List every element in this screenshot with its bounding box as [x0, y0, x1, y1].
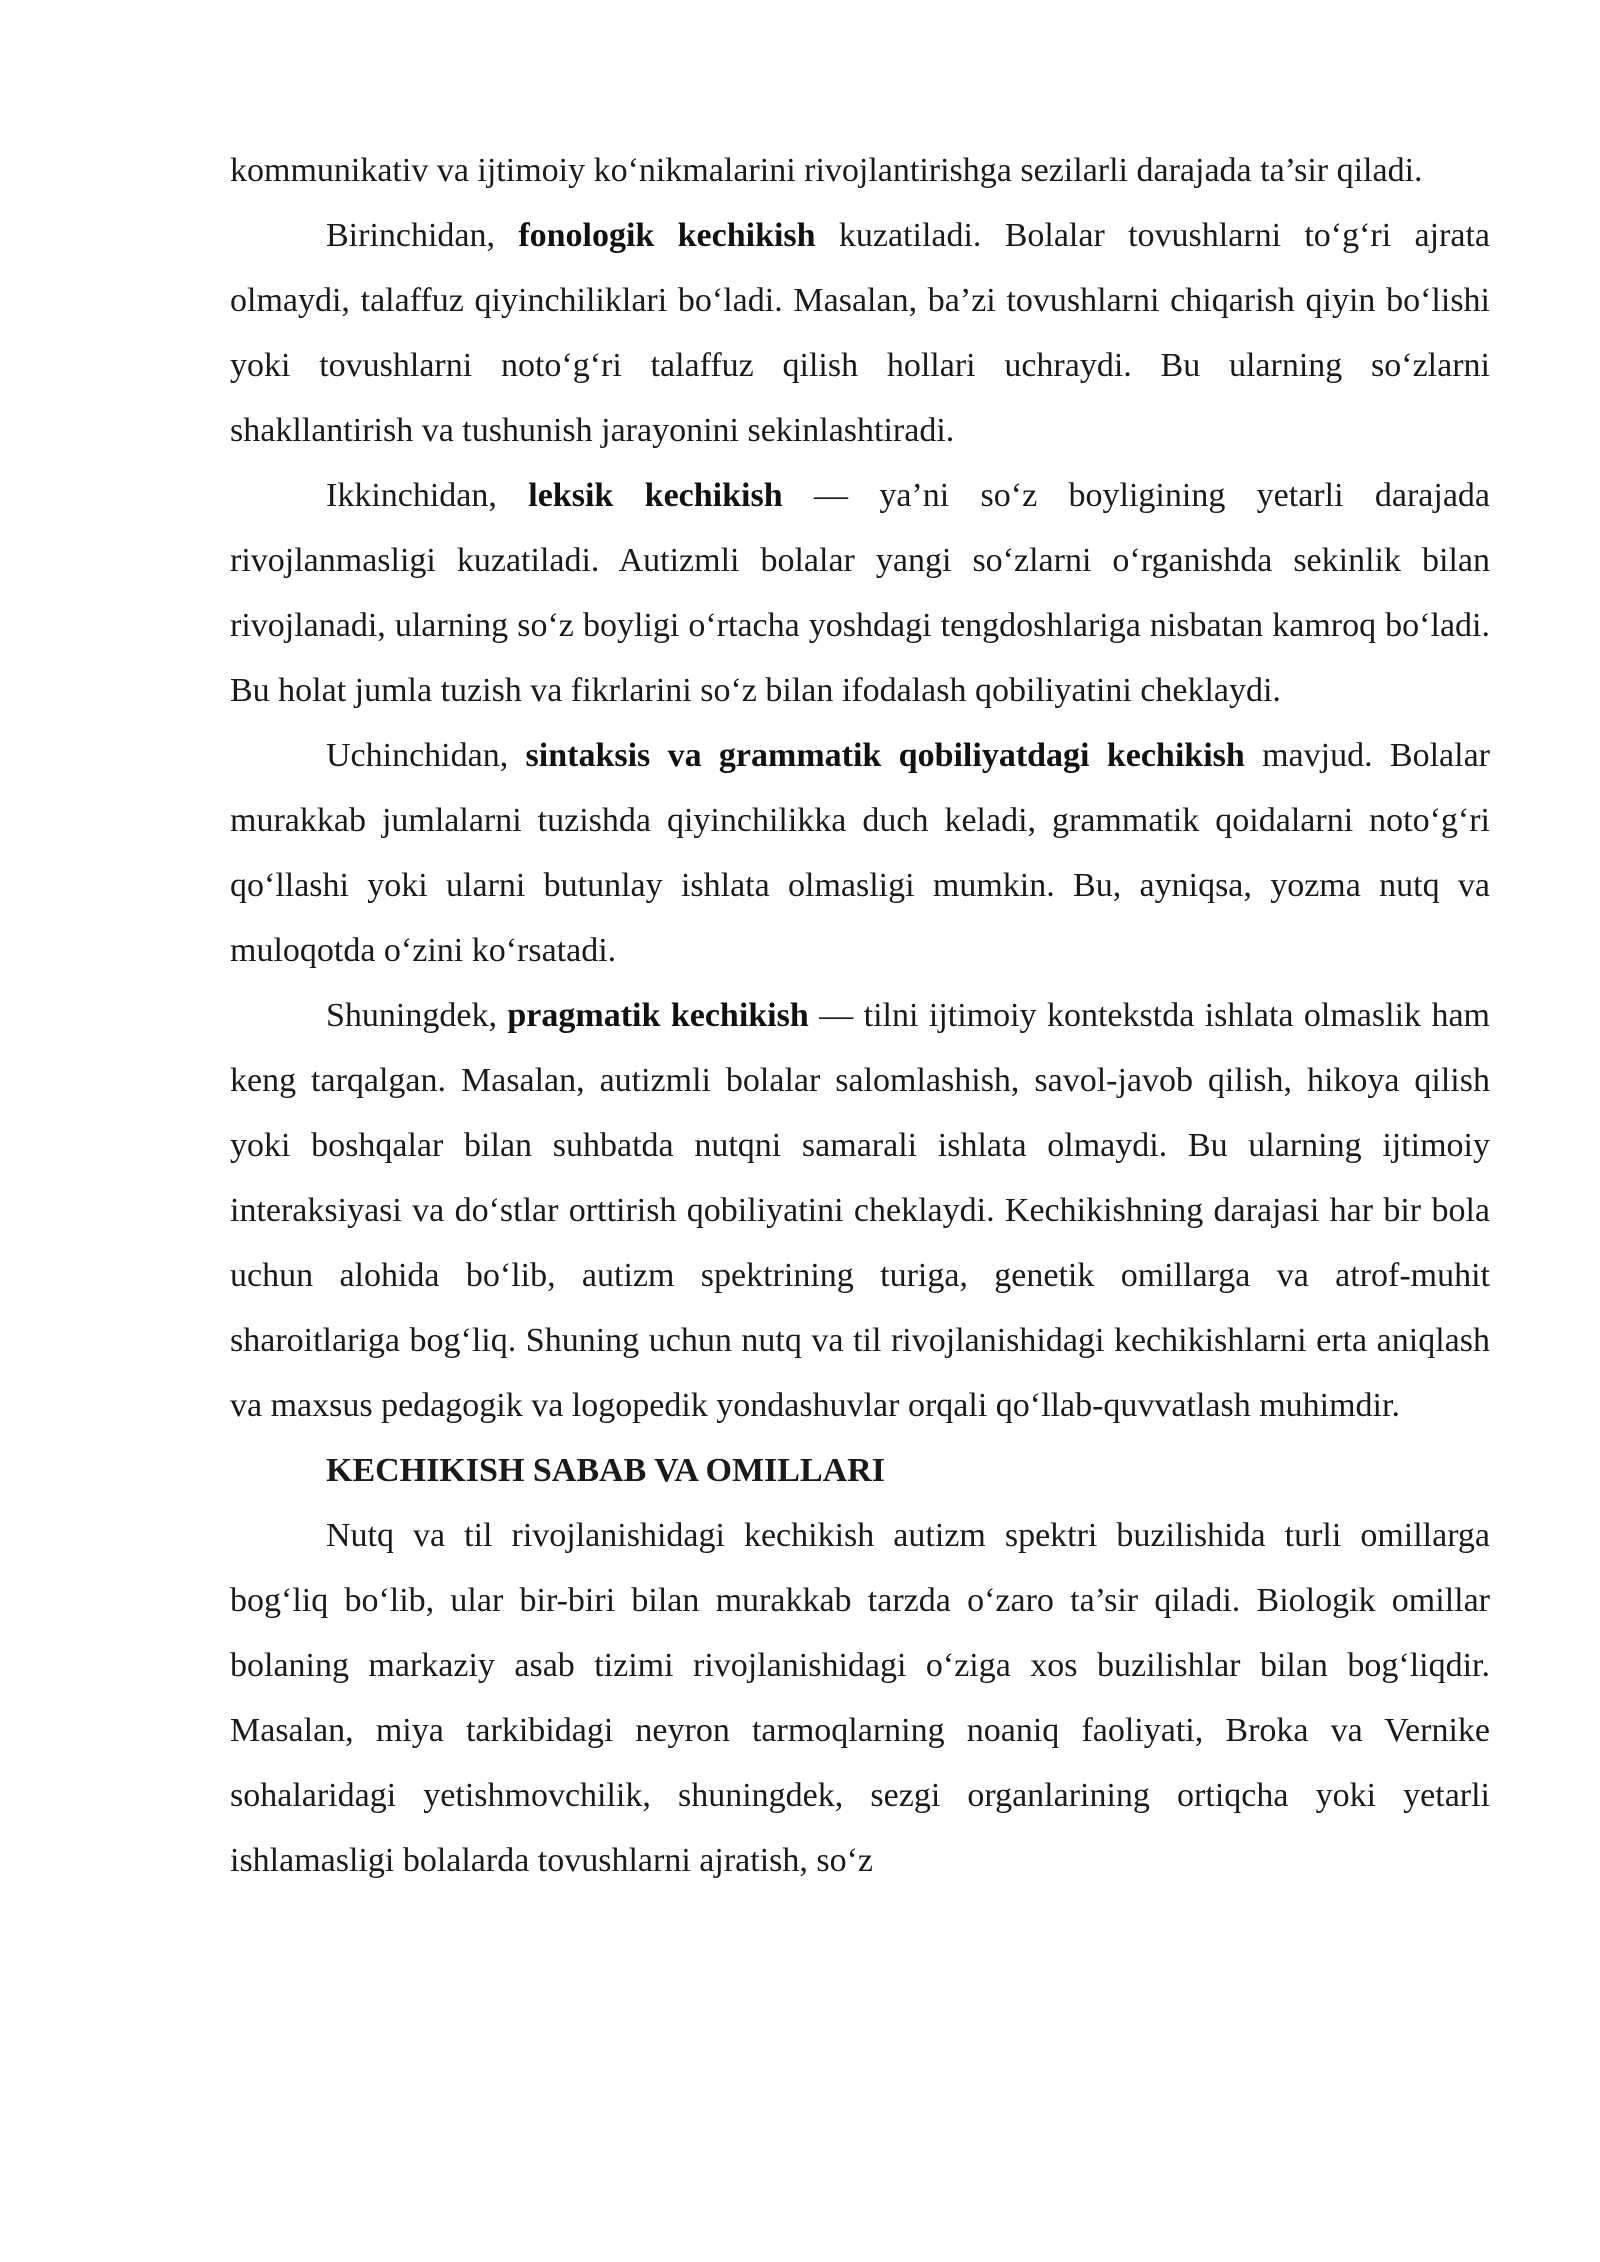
text-run: — tilni ijtimoiy kontekstda ishlata olmaslik ham keng tarqalgan. Masalan, autizmli bolalar salomlashish, savol-javob qilish, hikoya qilish yoki boshqalar bilan suhbatda nutqni samarali ishlata olmaydi. Bu ularning ijtimoiy interaksiyasi va do‘stlar orttirish qobiliyatini cheklaydi. Kechikishning darajasi har bir bola uchun alohida bo‘lib, autizm spektrining turiga, genetik omillarga va atrof-muhit sharoitlariga bog‘liq. Shuning uchun nutq va til rivojlanishidagi kechikishlarni erta aniqlash va maxsus pedagogik va logopedik yondashuvlar orqali qo‘llab-quvvatlash muhimdir. — [230, 997, 1490, 1424]
paragraph — [230, 463, 1490, 723]
bold-term: sintaksis va grammatik qobiliyatdagi kechikish — [525, 737, 1245, 774]
body-text-after-heading — [230, 1503, 1490, 1893]
paragraph — [230, 983, 1490, 1438]
text-run: Birinchidan, — [326, 217, 519, 254]
section-heading: KECHIKISH SABAB VA OMILLARI — [326, 1452, 885, 1489]
text-run: Nutq va til rivojlanishidagi kechikish autizm spektri buzilishida turli omillarga bog‘liq bo‘lib, ular bir-biri bilan murakkab tarzda o‘zaro ta’sir qiladi. Biologik omillar bolaning markaziy asab tizimi rivojlanishidagi o‘ziga xos buzilishlar bilan bog‘liqdir. Masalan, miya tarkibidagi neyron tarmoqlarning noaniq faoliyati, Broka va Vernike sohalaridagi yetishmovchilik, shuningdek, sezgi organlarining ortiqcha yoki yetarli ishlamasligi bolalarda tovushlarni ajratish, so‘z — [230, 1517, 1490, 1879]
text-run: Uchinchidan, — [326, 737, 526, 774]
body-text-before-heading — [230, 138, 1490, 1438]
text-run: — ya’ni so‘z boyligining yetarli darajada rivojlanmasligi kuzatiladi. Autizmli bolalar yangi so‘zlarni o‘rganishda sekinlik bilan rivojlanadi, ularning so‘z boyligi o‘rtacha yoshdagi tengdoshlariga nisbatan kamroq bo‘ladi. Bu holat jumla tuzish va fikrlarini so‘z bilan ifodalash qobiliyatini cheklaydi. — [230, 477, 1491, 709]
document-page — [230, 138, 1490, 1893]
bold-term: leksik kechikish — [528, 477, 783, 514]
bold-term: fonologik kechikish — [518, 217, 816, 254]
text-run: Shuningdek, — [326, 997, 508, 1034]
text-run: kommunikativ va ijtimoiy ko‘nikmalarini rivojlantirishga sezilarli darajada ta’sir qiladi. — [230, 152, 1423, 189]
bold-term: pragmatik kechikish — [507, 997, 809, 1034]
paragraph — [230, 203, 1490, 463]
text-run: kuzatiladi. Bolalar tovushlarni to‘g‘ri ajrata olmaydi, talaffuz qiyinchiliklari bo‘ladi. Masalan, ba’zi tovushlarni chiqarish qiyin bo‘lishi yoki tovushlarni noto‘g‘ri talaffuz qilish hollari uchraydi. Bu ularning so‘zlarni shakllantirish va tushunish jarayonini sekinlashtiradi. — [230, 217, 1490, 449]
paragraph — [230, 723, 1490, 983]
text-run: mavjud. Bolalar murakkab jumlalarni tuzishda qiyinchilikka duch keladi, grammatik qoidalarni noto‘g‘ri qo‘llashi yoki ularni butunlay ishlata olmasligi mumkin. Bu, ayniqsa, yozma nutq va muloqotda o‘zini ko‘rsatadi. — [230, 737, 1490, 969]
paragraph — [230, 1503, 1490, 1893]
paragraph — [230, 138, 1490, 203]
text-run: Ikkinchidan, — [326, 477, 529, 514]
